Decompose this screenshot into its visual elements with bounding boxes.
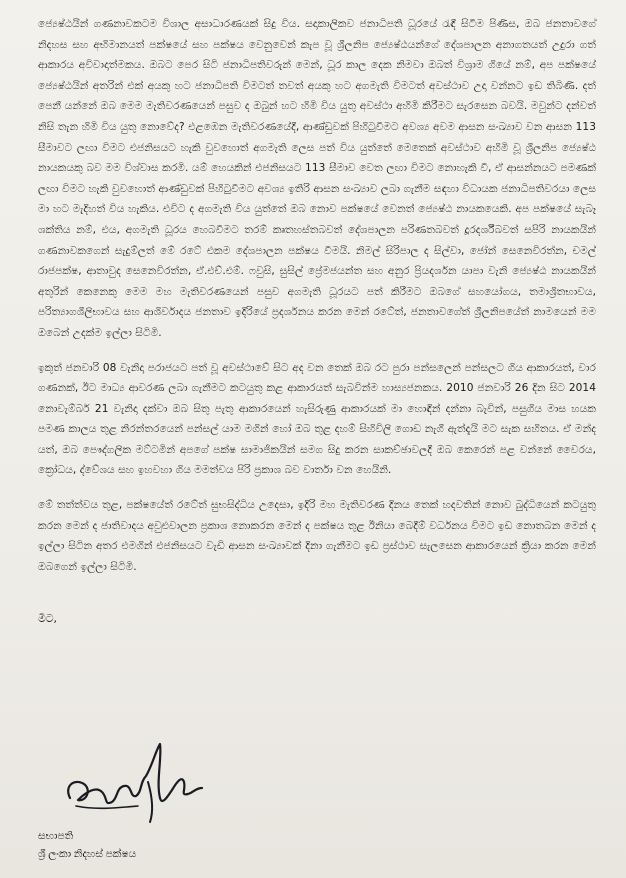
- signatory-title: සභාපති: [38, 831, 74, 842]
- letter-paragraph: ඉකුත් ජනවාරි 08 වැනිදා පරාජයට පත් වූ අවස්ථාවේ සිට අද වන තෙක් ඔබ රට පුරා පන්සලෙන් පන්සලට ගිය ආකාරයත්, වාර ගණනක්, ඊට මාධ්‍ය ආවරණ ලබා ගැනීමට කටයුතු කළ ආකාරයත් සැබවින්ම හාස්‍යජනකය. 2010 ජනවාරි 26 දින සිට 2014 නොවැම්බර් 21 වැනිදා දක්වා ඔබ සිතු පැතු ආකාරයෙන් හැසිරුණු ආකාරයක් මා හොඳින් දන්නා බැවින්, පසුගිය මාස හයක පමණ කාලය තුළ නිරන්තරයෙන් පන්සල් යාම මගින් හෝ ඔබ තුළ දහම් සිහිවිලි ගොඩ නැගී ඇත්දැයි මට සැක සහිතය. ඒ මන්ද යත්, ඔබ පෞද්ගලික මට්ටමින් අපගේ පක්ෂ සාමාජිකයින් සමග සිදු කරන සාකච්ඡාවලදී ඔබ කෙරෙන් පළ වන්නේ වෛරය, ක්‍රෝධය, ද්වේශය සහ ඉහවහා ගිය මමත්වය පිරි ප්‍රකාශ බව වාර්තා වන හෙයිනි.: [38, 361, 596, 477]
- signatory-organization: ශ්‍රී ලංකා නිදහස් පක්ෂය: [38, 849, 137, 860]
- letter-closing: මීට,: [38, 612, 57, 626]
- handwritten-signature: [56, 736, 216, 826]
- signatory-block: [38, 828, 136, 864]
- letter-paragraph: මේ තත්ත්වය තුළ, පක්ෂයේත් රටේත් සුභසිද්ධිය උදෙසා, ඉදිරි මහ මැතිවරණ දිනය තෙක් හදවතින් නොව බුද්ධියෙන් කටයුතු කරන මෙන් ද ජාතිවාදය අවුළුවාලන ප්‍රකාශ නොකරන මෙන් ද පක්ෂය තුළ ඊනියා බෙදීම් වර්ධනය විමට ඉඩ නොතබන මෙන් ද ඉල්ලා සිටින අතර එමගින් එජනිසයට වැඩි ආසන සංඛ්‍යාවක් දිනා ගැනීමට ඉඩ ප්‍රස්ථාව සැලසෙන ආකාරයෙන් ක්‍රියා කරන මෙන් ඔබගෙන් ඉල්ලා සිටිමි.: [38, 499, 596, 573]
- letter-paragraph: ජ්‍යෙෂ්ඨයින් ගණනාවකටම විශාල අසාධාරණයක් සිදු විය. සදාකාලිකව ජනාධිපති ධූරයේ රැඳී සිටීම පිණිස, ඔබ ජනතාවගේ නිදහස සහ අභිමානයත් පක්ෂයේ සහ පක්ෂය වෙනුවෙන් කැප වූ ශ්‍රීලනිප ජ්‍යෙෂ්ඨයන්ගේ දේශපාලන අනාගතයත් උදුරා ගත් ආකාරය අවිවාදාත්මකය. ඔබට පෙර සිටි ජනාධිපතිවරුන් මෙන්, ධූර කාල දෙක නිමවා ඔබත් විශ්‍රාම ගියේ නම්, අප පක්ෂයේ ජ්‍යෙෂ්ඨයින් අතරින් එක් අයකු හට ජනාධිපති විමටත් තවත් අයකු හට අගමැති විමටත් අවස්ථාව උදා වන්නට ඉඩ තිබිණි. දත් පෙනී යන්නේ ඔබ මෙම මැතිවරණයෙන් පසුව ද ඔබුන් හට හිමි විය යුතු අවස්ථා අහිමි කිරීමට සැරසෙන බවයි. මවුන්ට දන්වත් නිසි තැන හිමි විය යුතු නොවේද? එළඹෙන මැතිවරණයේදී, ආණ්ඩුවක් පිහිටුවීමට අවශ්‍ය අවම ආසන සංඛ්‍යාව වන ආසන 113 සීමාවට ලඟා විමට එජනිසයට හැකි වුවහොත් අගමැති ලෙස පත් විය යුත්තේ මෙතෙක් අවස්ථාව අහිමි වූ ශ්‍රීලනිප ජ්‍යෙෂ්ඨ නායකයකු බව මම විශ්වාස කරමි. යම් හෙයකින් එජනිසයට 113 සීමාව වෙත ලඟා විමට නොහැකි වී, ඒ ආසන්නයට පමණක් ලඟා විමට හැකි වුවහොත් ආණ්ඩුවක් පිහිටුවීමට අවශ්‍ය ඉතිරි ආසන සංඛ්‍යාව ලබා ගැනීම සඳහා විධායක ජනාධිපතිවරයා ලෙස මා හට මැදිහත් විය හැකිය. එවිට ද අගමැති විය යුත්තේ ඔබ නොව පක්ෂයේ වෙනත් ජ්‍යෙෂ්ඨ නායකයෙකි. අප පක්ෂයේ සැබෑ ශක්තිය නම්, එය, අගමැති ධූරය හෙබවීමට තරම් කෘතහස්තබවත් දේශපාලන පරිණතබවත් දූරදර්ශීබවත් සපිරි නායකයින් ගණනාවකගෙන් සැදුම්ලත් මේ රටේ එකම දේශපාලන පක්ෂය වීමයි. නිමල් සිරිපාල ද සිල්වා, ජෝන් සෙනෙවිරත්න, චමල් රාජපක්ෂ, ආතාවුද සෙනෙවිරත්න, ඒ.එච්.එම්. ෆවුසි, සුසිල් ප්‍රේමජයන්ත සහ අනුර ප්‍රියදර්ශන යාපා වැනි ජ්‍යෙෂ්ඨ නායකයින් අතුරින් කෙනෙකු මෙම මහ මැතිවරණයෙන් පසුව අගමැති ධූරයට පත් කිරීමට ඔබගේ සහයෝගය, තමාශ්‍රිතභාවය, පරිත්‍යාගශීලිභාවය සහ ආශිර්වාදය ජනතාව ඉදිරියේ ප්‍රදර්ශනය කරන මෙන් රටේත්, ජනතාවගේත් ශ්‍රීලනිපයේත් නාමයෙන් මම ඔබෙන් උදක්ම ඉල්ලා සිටිමි.: [38, 18, 596, 339]
